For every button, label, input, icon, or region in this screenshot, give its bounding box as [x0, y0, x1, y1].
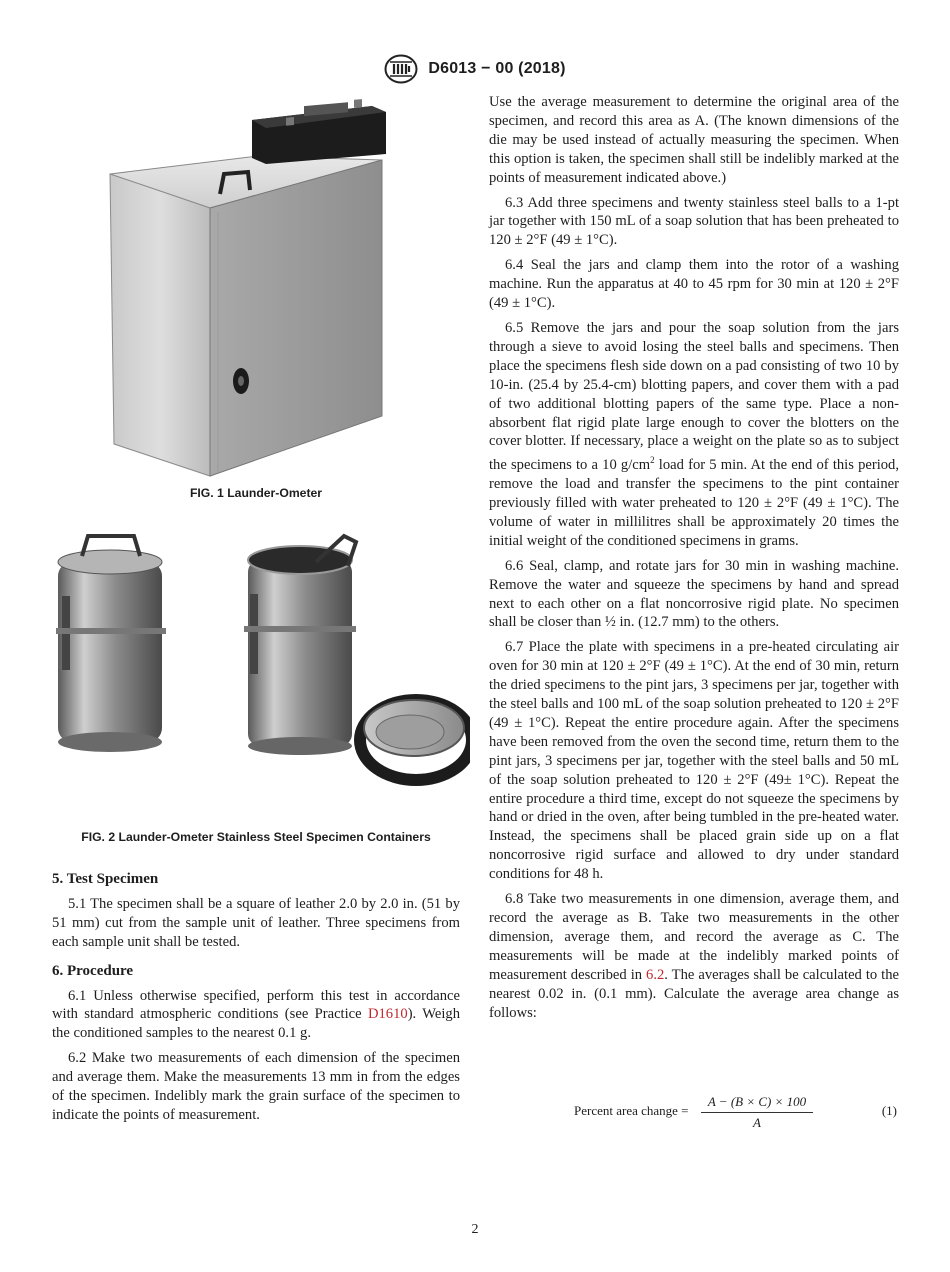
open-jar — [244, 536, 356, 755]
paragraph-6-2: 6.2 Make two measurements of each dimension of the specimen and average them. Make the measurements 13 mm in from the edges of the specimen. Indelibly mark the grain surface of the specimen to indicate the points of measurement. — [52, 1050, 460, 1123]
equation-denominator: A — [753, 1115, 761, 1130]
equation-lhs: Percent area change = — [574, 1103, 689, 1118]
equation-fraction — [701, 1094, 813, 1131]
paragraph-6-1: 6.1 Unless otherwise specified, perform this test in accordance with standard atmospheric conditions (see Practice D1610). Weigh the conditioned samples to the nearest 0.1 g. — [52, 987, 460, 1042]
right-column — [489, 93, 899, 1028]
section-6-heading: 6. Procedure — [52, 962, 134, 979]
paragraph-6-6: 6.6 Seal, clamp, and rotate jars for 30 min in washing machine. Remove the water and squeeze the specimens by hand and spread next to each other on a flat noncorrosive rigid plate. No specimen shall be closer than ½ in. (12.7 mm) to the others. — [489, 557, 899, 631]
equation-1 — [489, 1094, 899, 1130]
equation-numerator: A − (B × C) × 100 — [701, 1094, 813, 1113]
paragraph-6-2-continued: Use the average measurement to determine the original area of the specimen, and record this area as A. (The known dimensions of the die may be used instead of actually measuring the specimen. When this option is taken, the specimen shall still be indelibly marked at the points of measurement indicated above.) — [489, 94, 899, 186]
paragraph-5-1: 5.1 The specimen shall be a square of leather 2.0 by 2.0 in. (51 by 51 mm) cut from the sample unit of leather. Three specimens from each sample unit shall be tested. — [52, 895, 460, 950]
figure-2-caption: FIG. 2 Launder-Ometer Stainless Steel Specimen Containers — [81, 830, 431, 844]
figure-1-launder-ometer — [100, 98, 400, 478]
paragraph-6-3: 6.3 Add three specimens and twenty stainless steel balls to a 1-pt jar together with 150 mL of a soap solution that has been preheated to 120 ± 2°F (49 ± 1°C). — [489, 194, 899, 249]
paragraph-6-8: 6.8 Take two measurements in one dimension, average them, and record the average as B. Take two measurements in the other dimension, average them, and record the average as C. The measurements will be made at the indelibly marked points of measurement described in 6.2. The averages shall be calculated to the nearest 0.02 in. (0.1 mm). Calculate the average area change as follows: — [489, 891, 899, 1021]
reference-link-d1610[interactable]: D1610 — [367, 1006, 408, 1023]
astm-logo-icon — [384, 54, 418, 84]
equation-number: (1) — [881, 1103, 897, 1118]
page-number: 2 — [471, 1222, 479, 1237]
reference-link-6-2[interactable]: 6.2 — [646, 966, 665, 983]
section-5-heading: 5. Test Specimen — [52, 871, 159, 887]
paragraph-6-5: 6.5 Remove the jars and pour the soap solution from the jars through a sieve to avoid losing the steel balls and specimens. Then place the specimens flesh side down on a pad consisting of two 10 by 10-in. (25.4 by 25.4-cm) blotting papers, and cover them with a pad of two additional blotting papers of the same type. Place a non-absorbent flat rigid plate large enough to cover the blotters on the cover blotter. If necessary, place a weight on the plate so as to subject the specimens to a 10 $g/cm^2$ load for 5 min. At the end of this period, remove the load and transfer the specimens to the pint container previously filled with water preheated to 120 ± 2°F (49 ± 1°C). The volume of water in millilitres shall be approximately 20 times the initial weight of the conditioned specimens in grams. — [489, 319, 900, 549]
page-header — [0, 54, 950, 84]
figure-2-specimen-containers — [52, 532, 470, 822]
document-designation: D6013 − 00 (2018) — [428, 60, 566, 77]
paragraph-6-4: 6.4 Seal the jars and clamp them into the rotor of a washing machine. Run the apparatus at 40 to 45 rpm for 30 min at 120 ± 2°F (49 ± 1°C). — [489, 257, 899, 312]
closed-jar — [56, 536, 166, 752]
left-column — [52, 870, 460, 1131]
lid-and-gasket — [360, 700, 470, 780]
figure-1-caption: FIG. 1 Launder-Ometer — [189, 486, 323, 500]
paragraph-6-7: 6.7 Place the plate with specimens in a pre-heated circulating air oven for 30 min at 120 ± 2°F (49 ± 1°C). At the end of 30 min, return the dried specimens to the pint jars, 3 specimens per jar, together with the steel balls and 100 mL of the soap solution preheated to 120 ± 2°F (49 ± 1°C). Repeat the entire procedure again. After the specimens have been removed from the oven the second time, return them to the pint jars, 3 specimens per jar, together with the steel balls and 50 mL of the soap solution preheated to 120 ± 2°F (49± 1°C). Repeat the entire procedure a third time, except do not squeeze the specimens by hand or dried in the oven, after being tumbled in the pre-heated water. Instead, the specimens shall be placed grain side up on a flat noncorrosive rigid surface and allowed to dry under standard conditions for 48 h. — [489, 639, 899, 883]
